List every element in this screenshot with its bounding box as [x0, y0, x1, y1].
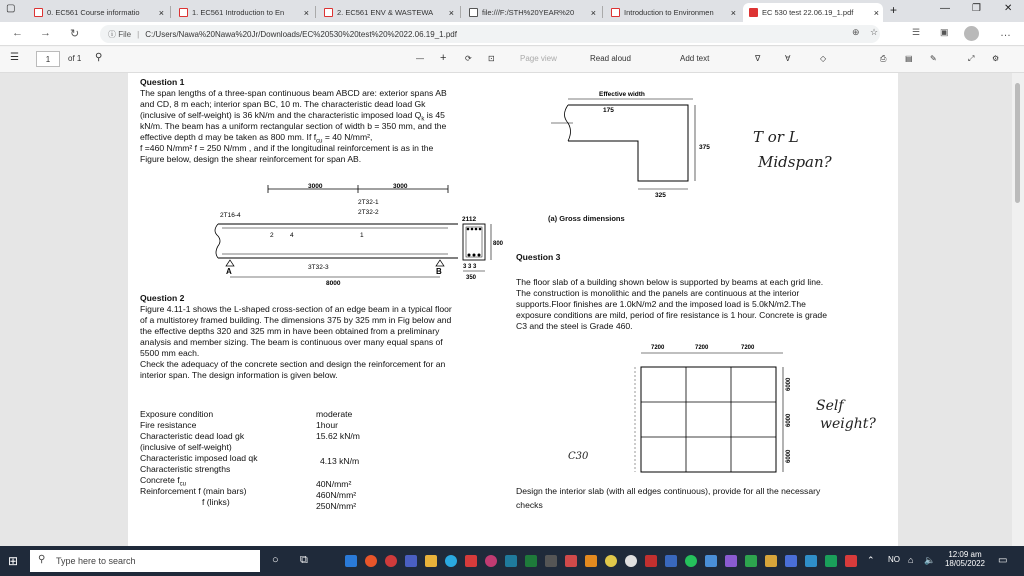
highlight-icon[interactable]: ∀: [785, 54, 791, 63]
sec-bottom: 3 3 3: [463, 264, 477, 270]
span-length: 8000: [326, 280, 341, 286]
q1-title: Question 1: [140, 77, 185, 87]
tab-introduction-environment[interactable]: [605, 3, 740, 22]
refresh-icon[interactable]: ↻: [70, 28, 80, 40]
grid-col1: 7200: [651, 345, 665, 351]
zoom-out-button[interactable]: —: [416, 54, 424, 63]
tab-label: 1. EC561 Introduction to En: [192, 8, 285, 17]
read-aloud-button[interactable]: Read aloud: [590, 54, 631, 63]
favorites-list-icon[interactable]: ☰: [912, 27, 921, 37]
tab-label: EC 530 test 22.06.19_1.pdf: [762, 8, 854, 17]
q2-value: 15.62 kN/m: [316, 431, 360, 441]
app-icon[interactable]: [785, 555, 797, 567]
q3-title: Question 3: [516, 252, 561, 262]
new-tab-button[interactable]: +: [890, 3, 898, 17]
telegram-icon[interactable]: [445, 555, 457, 567]
q3-task-line: Design the interior slab (with all edges continuous), provide for all the necessary: [516, 486, 821, 496]
q2-label: Exposure condition: [140, 409, 214, 419]
close-icon[interactable]: ×: [590, 7, 596, 18]
q3-line: supports.Floor finishes are 1.0kN/m2 and the imposed load is 5.0kN/m2.The: [516, 299, 806, 309]
q1-line-tail: is 45: [426, 110, 445, 120]
q2-label: (inclusive of self-weight): [140, 442, 232, 452]
page-total: of 1: [68, 54, 82, 63]
excel-icon[interactable]: [525, 555, 537, 567]
q2-value: 40N/mm²: [316, 479, 352, 489]
page-view-button[interactable]: Page view: [520, 54, 557, 63]
avatar[interactable]: [964, 26, 979, 41]
q1-line-text: (inclusive of self-weight) is 36 kN/m and the characteristic imposed load Q: [140, 110, 422, 120]
address-input[interactable]: ⓘ File | C:/Users/Nawa%20Nawa%20Jr/Downloads/EC%20530%20test%20%2022.06.19_1.pdf: [100, 25, 880, 43]
dim-375: 375: [699, 144, 710, 151]
beam-section: [458, 213, 508, 283]
powerpoint-icon[interactable]: [485, 555, 497, 567]
forward-icon[interactable]: →: [40, 27, 51, 39]
pdf-page: [128, 73, 898, 546]
document-viewport[interactable]: [0, 73, 1024, 546]
rotate-icon[interactable]: ⟳: [465, 54, 472, 63]
tab-ec561-env-wastewater[interactable]: [318, 3, 458, 22]
add-text-button[interactable]: Add text: [680, 54, 710, 63]
dim-right: 3000: [393, 183, 408, 190]
q1-line: kN/m. The beam has a uniform rectangular section of width b = 350 mm, and the: [140, 121, 447, 131]
sec-top: 2112: [462, 216, 477, 223]
fullscreen-icon[interactable]: ⤢: [968, 54, 975, 63]
tab-label: 2. EC561 ENV & WASTEWA: [337, 8, 434, 17]
grid-row2: 6000: [786, 413, 792, 427]
language-indicator[interactable]: NO: [888, 555, 900, 564]
dim-325: 325: [655, 192, 666, 199]
address-bar-row: [0, 22, 1024, 46]
q1-line-text: effective depth d may be taken as 800 mm. If f: [140, 132, 317, 142]
dim-left: 3000: [308, 183, 323, 190]
task-view-icon[interactable]: ⧉: [300, 554, 308, 566]
bars-bottom: 3T32-3: [308, 264, 329, 271]
revit-icon[interactable]: [505, 555, 517, 567]
tab-file-5th-year[interactable]: [463, 3, 600, 22]
pdf-icon: [179, 8, 188, 17]
app-icon[interactable]: [745, 555, 757, 567]
autocad-icon[interactable]: [465, 555, 477, 567]
clock-time: 12:09 am: [948, 550, 982, 559]
note-weight: weight?: [820, 416, 876, 432]
file-icon: [469, 8, 478, 17]
scrollbar[interactable]: [1012, 73, 1024, 546]
edge-icon[interactable]: [345, 555, 357, 567]
q3-line: exposure conditions are mild, period of fire resistance is 1 hour. Concrete is grade: [516, 310, 827, 320]
grid-col3: 7200: [741, 345, 755, 351]
note-t-or-l: T or L: [753, 128, 799, 146]
q2-value: 460N/mm²: [316, 490, 357, 500]
q2-line: 5500 mm each.: [140, 348, 200, 358]
note-c30: C30: [568, 451, 589, 462]
grid-row1: 6000: [786, 377, 792, 391]
app-icon[interactable]: [545, 555, 557, 567]
q2-label: Characteristic dead load gk: [140, 431, 245, 441]
print-icon[interactable]: ⎙: [880, 54, 887, 63]
tab-ec561-course-info[interactable]: [28, 3, 168, 22]
q2-label: Characteristic strengths: [140, 464, 231, 474]
close-icon[interactable]: ×: [303, 7, 309, 18]
q2-label: Fire resistance: [140, 420, 197, 430]
mark-1: 1: [360, 232, 364, 239]
collections-icon[interactable]: ▣: [940, 27, 949, 37]
calendar-icon[interactable]: [405, 555, 417, 567]
pdf-icon: [324, 8, 333, 17]
q1-line: effective depth d may be taken as 800 mm. If $f_{cu} = 40$ N/mm²,: [140, 132, 373, 145]
favorite-icon[interactable]: ☆: [870, 27, 879, 37]
back-icon[interactable]: ←: [12, 27, 23, 39]
app-icon[interactable]: [825, 555, 837, 567]
windows-start-icon[interactable]: ⊞: [8, 554, 19, 568]
q1-line: and CD, 8 m each; interior span BC, 10 m. The characteristic dead load Gk: [140, 99, 426, 109]
q3-line: The floor slab of a building shown below is supported by beams at each grid line.: [516, 277, 824, 287]
q3-line: The construction is monolithic and the panels are continuous at the interior: [516, 288, 800, 298]
q1-line: Figure below, design the shear reinforcement for span AB.: [140, 154, 362, 164]
slab-grid: [633, 341, 813, 481]
q2-value: 250N/mm²: [316, 501, 357, 511]
q3-line: C3 and the steel is Grade 460.: [516, 321, 633, 331]
vlc-icon[interactable]: [585, 555, 597, 567]
close-icon[interactable]: ×: [158, 7, 164, 18]
app-icon[interactable]: [605, 555, 617, 567]
app-icon[interactable]: [625, 555, 637, 567]
bars-left: 2T16-4: [220, 212, 241, 219]
app-icon[interactable]: [845, 555, 857, 567]
clock-date: 18/05/2022: [944, 559, 986, 568]
draw-icon[interactable]: ∇: [755, 54, 761, 63]
q2-value: moderate: [316, 409, 353, 419]
tab-ec530-test[interactable]: [743, 3, 883, 22]
notifications-icon[interactable]: ▭: [998, 555, 1008, 566]
pdf-icon: [749, 8, 758, 17]
tab-ec561-introduction[interactable]: [173, 3, 313, 22]
mark-4: 4: [290, 232, 294, 239]
q2-value: 1hour: [316, 420, 338, 430]
sec-width: 350: [466, 275, 477, 281]
taskbar: [0, 546, 1024, 576]
tab-label: 0. EC561 Course informatio: [47, 8, 140, 17]
erase-icon[interactable]: ◇: [820, 54, 827, 63]
app-icon[interactable]: [705, 555, 717, 567]
support-b: B: [436, 267, 442, 276]
whatsapp-icon[interactable]: [685, 555, 697, 567]
search-icon: ⚲: [38, 554, 46, 565]
q2-line: the effective depths 320 and 325 mm in have been obtained from a preliminary: [140, 326, 440, 336]
save-icon[interactable]: ▤: [905, 54, 913, 63]
pdf-icon: [611, 8, 620, 17]
eff-width-label: Effective width: [599, 91, 645, 98]
word-icon[interactable]: [665, 555, 677, 567]
app-icon[interactable]: [725, 555, 737, 567]
support-a: A: [226, 267, 232, 276]
q2-line: Figure 4.11-1 shows the L-shaped cross-section of an edge beam in a typical floor: [140, 304, 452, 314]
acrobat-icon[interactable]: [645, 555, 657, 567]
close-icon[interactable]: ×: [730, 7, 736, 18]
tab-strip: [0, 0, 1024, 22]
tab-label: file:///F:/STH%20YEAR%20: [482, 8, 575, 17]
q2-label-text: Concrete f: [140, 475, 180, 485]
q2-label: f (links): [202, 497, 230, 507]
q1-line: The span lengths of a three-span continuous beam ABCD are: exterior spans AB: [140, 88, 447, 98]
bars-top2: 2T32-2: [358, 209, 379, 216]
clock[interactable]: [944, 550, 986, 568]
app-icon[interactable]: [385, 555, 397, 567]
q2-label: Characteristic imposed load qk: [140, 453, 258, 463]
l-section-figure: [523, 85, 723, 235]
q3-task-line: checks: [516, 500, 543, 510]
zoom-in-button[interactable]: +: [440, 52, 447, 64]
opera-icon[interactable]: [365, 555, 377, 567]
q2-line: analysis and member sizing. The beam is continuous over many equal spans of: [140, 337, 443, 347]
close-window-button[interactable]: ✕: [1004, 3, 1013, 14]
grid-col2: 7200: [695, 345, 709, 351]
bars-top1: 2T32-1: [358, 199, 379, 206]
window-menu-icon[interactable]: ▢: [6, 3, 16, 14]
tray-expand-icon[interactable]: ⌃: [867, 555, 875, 565]
cortana-icon[interactable]: ○: [272, 554, 279, 566]
note-self: Self: [816, 398, 844, 414]
tab-label: Introduction to Environmen: [624, 8, 714, 17]
sec-depth: 800: [493, 241, 504, 247]
app-icon[interactable]: [765, 555, 777, 567]
q1-line: (inclusive of self-weight) is 36 kN/m and the characteristic imposed load $Q_k$ is 45: [140, 110, 445, 123]
address-url: C:/Users/Nawa%20Nawa%20Jr/Downloads/EC%20530%20test%20%2022.06.19_1.pdf: [145, 29, 457, 39]
grid-row3: 6000: [786, 449, 792, 463]
file-explorer-icon[interactable]: [425, 555, 437, 567]
note-midspan: Midspan?: [758, 153, 832, 171]
address-prefix: ⓘ File: [108, 29, 132, 39]
page-number-input[interactable]: 1: [36, 51, 60, 67]
more-icon[interactable]: …: [1000, 27, 1011, 39]
pdf-icon: [34, 8, 43, 17]
taskbar-search-input[interactable]: [30, 550, 260, 572]
mark-2: 2: [270, 232, 274, 239]
dim-175: 175: [603, 107, 614, 114]
pdf-toolbar: [0, 47, 1024, 73]
settings-icon[interactable]: ⚙: [992, 54, 1000, 63]
network-icon[interactable]: ⌂: [908, 555, 914, 565]
q1-line: f =460 N/mm² f = 250 N/mm , and if the longitudinal reinforcement is as in the: [140, 143, 434, 153]
q2-label: Concrete $f_{cu}$: [140, 475, 186, 488]
maximize-button[interactable]: ❐: [972, 3, 981, 14]
q2-line: interior span. The design information is given below.: [140, 370, 338, 380]
app-icon[interactable]: [565, 555, 577, 567]
close-icon[interactable]: ×: [873, 7, 879, 18]
app-icon[interactable]: [805, 555, 817, 567]
search-icon[interactable]: ⚲: [95, 52, 103, 63]
q2-value: 4.13 kN/m: [320, 456, 360, 466]
q2-title: Question 2: [140, 293, 185, 303]
volume-icon[interactable]: 🔈: [924, 555, 936, 565]
q2-line: of a multistorey framed building. The dimensions 375 by 325 mm in Fig below and: [140, 315, 452, 325]
save-as-icon[interactable]: ✎: [930, 54, 937, 63]
fit-page-icon[interactable]: ⊡: [488, 54, 495, 63]
q1-line-tail: = 40 N/mm²,: [322, 132, 373, 142]
close-icon[interactable]: ×: [448, 7, 454, 18]
taskbar-search-placeholder: Type here to search: [56, 556, 136, 566]
contents-icon[interactable]: ☰: [10, 52, 19, 63]
zoom-icon[interactable]: ⊕: [852, 27, 860, 37]
q2-line: Check the adequacy of the concrete section and design the reinforcement for an: [140, 359, 446, 369]
q2-label: Reinforcement f (main bars): [140, 486, 247, 496]
minimize-button[interactable]: —: [940, 3, 950, 14]
lsec-caption: (a) Gross dimensions: [548, 214, 625, 223]
scroll-thumb[interactable]: [1015, 83, 1020, 203]
